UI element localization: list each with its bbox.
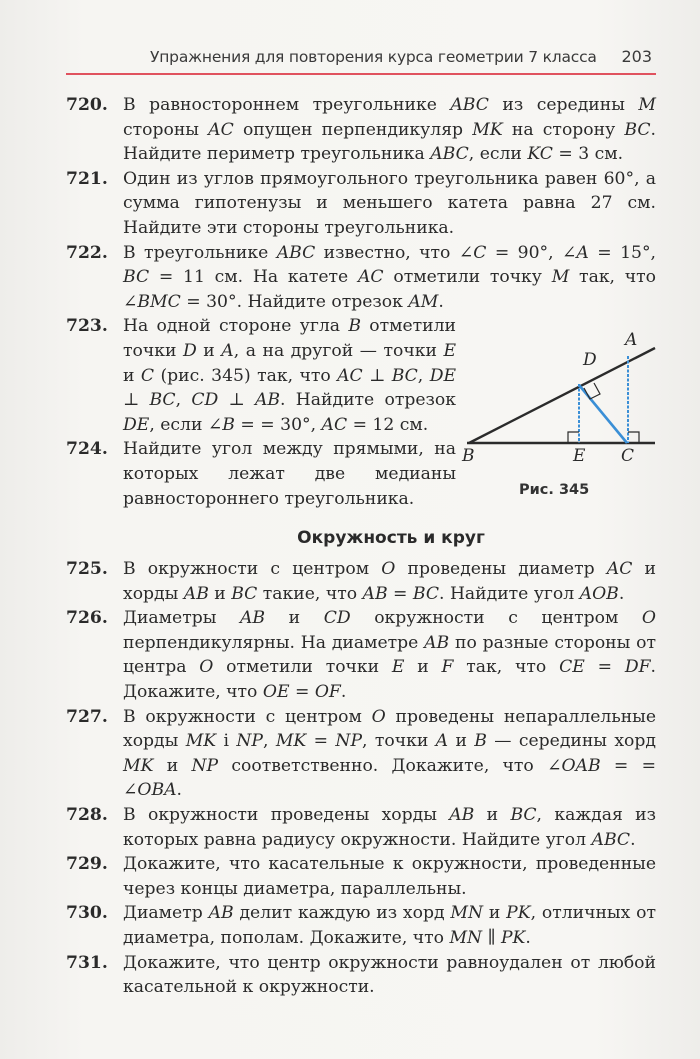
text-run: Один из углов прямоугольного треугольника равен 60°, а сумма гипотенузы и меньшего катета равна 27 см. Найдите эти стороны треугольника. [123,168,656,238]
problem-item [66,557,656,606]
math-symbol: MK [123,755,154,776]
page-number: 203 [621,47,652,66]
text-run: = 30°. Найдите отрезок [180,291,409,312]
text-run: , [175,390,192,411]
problems-part2 [66,557,656,1000]
math-symbol: DE [123,414,150,435]
math-symbol: BC [231,583,258,604]
math-symbol: ABC [591,829,631,850]
right-angle-e [568,432,579,443]
text-run: , а на другой — точки [233,340,444,361]
problem-item [66,705,656,803]
text-run: проведены непараллельные хорды [123,706,656,752]
text-run: , отличных от диаметра, пополам. Докажите, что [123,903,656,948]
math-symbol: CD [191,390,219,411]
math-symbol: CD [323,608,351,629]
text-run: = [289,682,315,703]
problem-item [66,93,656,167]
text-run: делит каждую из хорд [233,903,451,924]
figure-345 [455,330,667,510]
text-run: = 3 см. [552,144,624,165]
math-symbol: AOB [579,583,619,604]
text-run: такие, что [257,583,363,604]
text-run: В треугольнике [123,242,277,263]
header-rule [66,73,656,75]
math-symbol: DF [624,657,651,678]
label-c: C [621,446,635,466]
math-symbol: E [391,657,405,678]
math-symbol: AM [408,291,439,312]
text-run: В окружности с центром [123,559,382,580]
math-symbol: MK [472,119,503,140]
label-d: D [583,350,597,370]
text-run: Диаметры [123,608,240,629]
problem-number: 720. [66,95,108,115]
problem-item [66,606,656,704]
math-symbol: A [435,731,449,752]
problem-number: 725. [66,559,108,580]
text-run: . [340,682,347,703]
text-run: и [196,340,222,361]
text-run: і [216,731,237,752]
problem-number: 726. [66,608,108,629]
math-symbol: OAB [561,755,601,776]
math-symbol: BMC [137,291,181,312]
text-run: Найдите угол между прямыми, на которых лежат две медианы равностороннего треугольника. [123,439,456,509]
problem-number: 728. [66,805,108,826]
text-run: Диаметр [123,903,209,924]
text-run: опущен перпендикуляр [233,119,473,140]
math-symbol: C [473,242,487,263]
math-symbol: AB [208,903,234,924]
text-run: проведены диаметр [395,559,607,580]
text-run: = [306,731,336,752]
math-symbol: D [182,340,197,361]
text-run: . [525,928,531,948]
math-symbol: BC [624,119,651,140]
text-run: отметили точки [123,316,456,361]
text-run: по разные стороны от центра [123,632,656,678]
text-run: . Найдите отрезок [280,390,456,411]
text-run: , [262,731,276,752]
section-title: Окружность и круг [297,528,485,549]
text-run: ⊥ [218,390,255,411]
problem-item [66,241,656,315]
text-run: из середины [488,95,639,115]
text-run: Докажите, что центр окружности равноудален от любой касательной к окружности. [123,952,656,998]
text-run: = 11 см. На катете [149,267,358,288]
problem-text [123,803,656,852]
label-e: E [573,446,586,466]
math-symbol: ABC [276,242,316,263]
math-symbol: ABC [430,144,469,165]
math-symbol: AC [321,414,348,435]
math-symbol: OF [314,682,341,703]
math-symbol: B [348,316,361,337]
text-run: (рис. 345) так, что [154,365,338,386]
math-symbol: A [221,340,234,361]
text-run: = 12 см. [347,414,429,435]
math-symbol: CE [559,657,585,678]
problem-item [66,951,656,1000]
problem-text [123,93,656,167]
text-run: и [474,805,511,826]
problem-number: 723. [66,316,108,337]
problem-item [66,437,456,511]
math-symbol: BC [149,390,176,411]
text-run: и [208,583,232,604]
problem-text [123,606,656,704]
math-symbol: A [576,242,589,263]
math-symbol: BC [123,267,150,288]
text-run: и [265,608,324,629]
text-run: . Найдите угол [439,583,580,604]
problem-number: 731. [66,952,108,973]
math-symbol: AC [358,267,384,288]
text-run: . [630,829,636,850]
text-run: , каждая из которых равна радиусу окружности. Найдите угол [123,805,656,850]
text-run: и [153,755,192,776]
math-symbol: NP [236,731,263,752]
math-symbol: AB [240,608,266,629]
problem-item [66,167,656,241]
triangle-diagram [455,330,667,480]
math-symbol: DE [429,365,457,386]
text-run: = 90°, ∠ [486,242,577,263]
math-symbol: BC [510,805,537,826]
problem-item [66,803,656,852]
label-a: A [625,330,638,350]
math-symbol: NP [191,755,219,776]
math-symbol: ABC [450,95,489,115]
problem-number: 727. [66,706,108,727]
math-symbol: MN [449,928,483,948]
text-run: В окружности с центром [123,706,372,727]
text-run: — середины хорд [486,731,656,752]
problem-number: 721. [66,168,108,189]
label-b: B [462,446,475,466]
chapter-title: Упражнения для повторения курса геометрии 7 класса [150,48,597,66]
figure-caption: Рис. 345 [519,482,590,498]
math-symbol: KC [527,144,553,165]
text-run: = = ∠ [123,755,656,801]
problem-text [123,852,656,901]
text-run: . [176,780,183,801]
text-run: , если ∠ [149,414,223,435]
problems-part1 [66,93,656,314]
math-symbol: AC [208,119,234,140]
math-symbol: BC [412,583,440,604]
text-run: . [618,583,625,604]
problem-text [123,901,656,950]
math-symbol: O [199,657,214,678]
text-run: соответственно. Докажите, что ∠ [218,755,562,776]
text-run: и [483,903,507,924]
math-symbol: O [381,559,396,580]
math-symbol: O [371,706,386,727]
math-symbol: AC [337,365,363,386]
text-run: ∥ [482,928,501,948]
text-run: отметили точки [213,657,392,678]
problem-number: 730. [66,903,108,924]
problem-list [66,93,656,1000]
problem-text [123,557,656,606]
problem-text [123,241,656,315]
text-run: окружности с центром [350,608,642,629]
math-symbol: OBA [137,780,177,801]
text-run: , [417,365,430,386]
right-angle-c [628,432,639,443]
math-symbol: PK [506,903,531,924]
math-symbol: PK [500,928,526,948]
text-run: В окружности проведены хорды [123,805,450,826]
problem-text [123,951,656,1000]
problem-item [66,314,456,437]
right-angle-d [584,383,600,399]
math-symbol: AB [183,583,209,604]
problem-text [123,705,656,803]
text-run: На одной стороне угла [123,316,349,337]
text-run: и [448,731,475,752]
text-run: . Найдите периметр треугольника [123,119,656,165]
text-run: = 15°, [588,242,657,263]
problem-text [123,314,456,437]
running-head [66,46,656,70]
math-symbol: AB [255,390,281,411]
math-symbol: MN [450,903,484,924]
text-run: , точки [362,731,436,752]
text-run: ⊥ [362,365,392,386]
text-run: и хорды [123,559,656,604]
math-symbol: AB [424,632,450,653]
math-symbol: OE [262,682,290,703]
segment-cd [579,385,627,443]
problem-text [123,167,656,241]
text-run: ⊥ [123,390,150,411]
text-run: и [123,365,141,386]
math-symbol: AC [606,559,633,580]
math-symbol: M [638,95,656,115]
text-run: на сторону [502,119,625,140]
problem-number: 729. [66,854,108,875]
math-symbol: F [441,657,454,678]
problem-number: 722. [66,242,108,263]
math-symbol: B [222,414,235,435]
problem-item [66,901,656,950]
text-run: и [404,657,442,678]
problem-item [66,852,656,901]
math-symbol: M [551,267,570,288]
text-run: = [584,657,625,678]
problem-text [123,437,456,511]
text-run: . Докажите, что [123,657,656,703]
math-symbol: MK [275,731,307,752]
text-run: так, что [453,657,560,678]
text-run: В равностороннем треугольнике [123,95,451,115]
text-run: Докажите, что касательные к окружности, проведенные через концы диаметра, параллельны. [123,854,656,899]
math-symbol: NP [335,731,363,752]
math-symbol: C [140,365,155,386]
math-symbol: E [443,340,456,361]
math-symbol: AB [449,805,475,826]
text-run: так, что ∠ [123,267,657,312]
text-run: перпендикулярны. На диаметре [123,632,425,653]
math-symbol: B [474,731,487,752]
problem-number: 724. [66,439,108,460]
text-run: = = 30°, [234,414,322,435]
text-run: стороны [123,119,209,140]
text-run: , если [468,144,528,165]
math-symbol: MK [185,731,217,752]
math-symbol: O [641,608,657,629]
math-symbol: BC [391,365,418,386]
text-run: . [438,291,444,312]
text-run: = [387,583,413,604]
text-run: отметили точку [383,267,552,288]
math-symbol: AB [362,583,388,604]
text-run: известно, что ∠ [315,242,474,263]
